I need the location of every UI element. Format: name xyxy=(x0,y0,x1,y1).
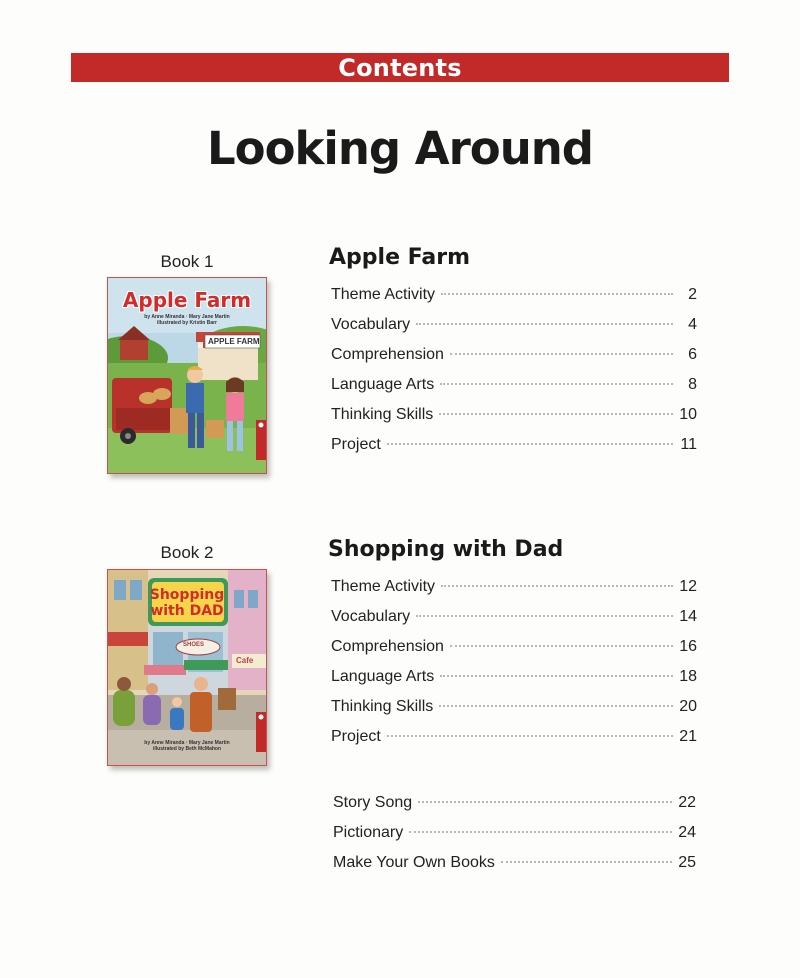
toc-row[interactable] xyxy=(331,346,697,376)
leader-dots xyxy=(440,383,673,385)
book-1-label: Book 1 xyxy=(160,252,214,271)
toc-page: 4 xyxy=(688,316,697,333)
toc-page: 10 xyxy=(679,406,697,423)
banner-label: Contents xyxy=(338,53,462,82)
toc-label: Language Arts xyxy=(331,668,435,685)
toc-label: Comprehension xyxy=(331,346,444,363)
toc-page: 14 xyxy=(679,608,697,625)
toc-row[interactable] xyxy=(331,608,697,638)
toc-row[interactable] xyxy=(333,824,696,854)
book-2-title: Shopping with Dad xyxy=(328,537,564,562)
toc-row[interactable] xyxy=(331,406,697,436)
toc-row[interactable] xyxy=(333,854,696,884)
book-2-cover-sign: SHOES xyxy=(183,642,205,648)
toc-label: Thinking Skills xyxy=(331,406,434,423)
toc-label: Project xyxy=(331,436,381,453)
toc-label: Comprehension xyxy=(331,638,444,655)
toc-page: 16 xyxy=(679,638,697,655)
leader-dots xyxy=(416,615,673,617)
book-2-cover-title-line1: Shopping xyxy=(149,587,225,603)
toc-page: 2 xyxy=(688,286,697,303)
book-2-cover-sign-2: Cafe xyxy=(236,656,254,665)
leader-dots xyxy=(387,735,673,737)
leader-dots xyxy=(450,353,673,355)
leader-dots xyxy=(387,443,673,445)
leader-dots xyxy=(416,323,673,325)
toc-row[interactable] xyxy=(331,578,697,608)
book-1-cover-title: Apple Farm xyxy=(122,288,252,312)
toc-label: Theme Activity xyxy=(331,578,436,595)
toc-row[interactable] xyxy=(331,698,697,728)
toc-page: 21 xyxy=(679,728,697,745)
toc-label: Project xyxy=(331,728,381,745)
book-1-cover-authors-line2: illustrated by Kristin Barr xyxy=(156,320,217,326)
toc-page: 6 xyxy=(688,346,697,363)
page-title: Looking Around xyxy=(207,122,593,175)
leader-dots xyxy=(439,413,673,415)
book-1-toc xyxy=(331,286,697,466)
toc-row[interactable] xyxy=(331,728,697,758)
contents-banner xyxy=(71,53,729,82)
leader-dots xyxy=(418,801,672,803)
toc-label: Vocabulary xyxy=(331,608,411,625)
book-1-title: Apple Farm xyxy=(329,245,471,270)
toc-page: 8 xyxy=(688,376,697,393)
book-2-label: Book 2 xyxy=(160,543,214,562)
toc-row[interactable] xyxy=(331,286,697,316)
toc-page: 25 xyxy=(678,854,696,871)
toc-page: 12 xyxy=(679,578,697,595)
toc-row[interactable] xyxy=(331,668,697,698)
toc-row[interactable] xyxy=(333,794,696,824)
toc-row[interactable] xyxy=(331,316,697,346)
leader-dots xyxy=(441,293,673,295)
toc-page: 18 xyxy=(679,668,697,685)
leader-dots xyxy=(440,675,673,677)
toc-label: Language Arts xyxy=(331,376,435,393)
toc-page: 11 xyxy=(680,436,697,453)
toc-label: Vocabulary xyxy=(331,316,411,333)
leader-dots xyxy=(439,705,673,707)
toc-label: Make Your Own Books xyxy=(333,854,495,871)
leader-dots xyxy=(441,585,673,587)
toc-label: Thinking Skills xyxy=(331,698,434,715)
toc-row[interactable] xyxy=(331,376,697,406)
toc-page: 20 xyxy=(679,698,697,715)
toc-label: Theme Activity xyxy=(331,286,436,303)
leader-dots xyxy=(409,831,672,833)
leader-dots xyxy=(501,861,672,863)
toc-label: Pictionary xyxy=(333,824,404,841)
book-2-cover-authors-line2: illustrated by Beth McMahon xyxy=(152,746,222,752)
extras-toc xyxy=(333,794,696,884)
leader-dots xyxy=(450,645,673,647)
book-2-toc xyxy=(331,578,697,758)
book-2-cover-authors-line1: by Anne Miranda · Mary Jane Martin xyxy=(144,740,230,746)
toc-row[interactable] xyxy=(331,436,697,466)
book-1-cover-sign: APPLE FARM xyxy=(208,337,260,346)
book-1-cover-authors xyxy=(108,314,266,326)
book-2-cover-title xyxy=(108,587,266,619)
book-2-cover[interactable] xyxy=(107,569,267,766)
toc-page: 24 xyxy=(678,824,696,841)
toc-label: Story Song xyxy=(333,794,413,811)
toc-row[interactable] xyxy=(331,638,697,668)
toc-page: 22 xyxy=(678,794,696,811)
book-1-cover-authors-line1: by Anne Miranda · Mary Jane Martin xyxy=(144,314,230,320)
book-2-cover-title-line2: with DAD xyxy=(150,603,224,619)
book-1-cover[interactable] xyxy=(107,277,267,474)
book-2-cover-authors xyxy=(108,740,266,752)
